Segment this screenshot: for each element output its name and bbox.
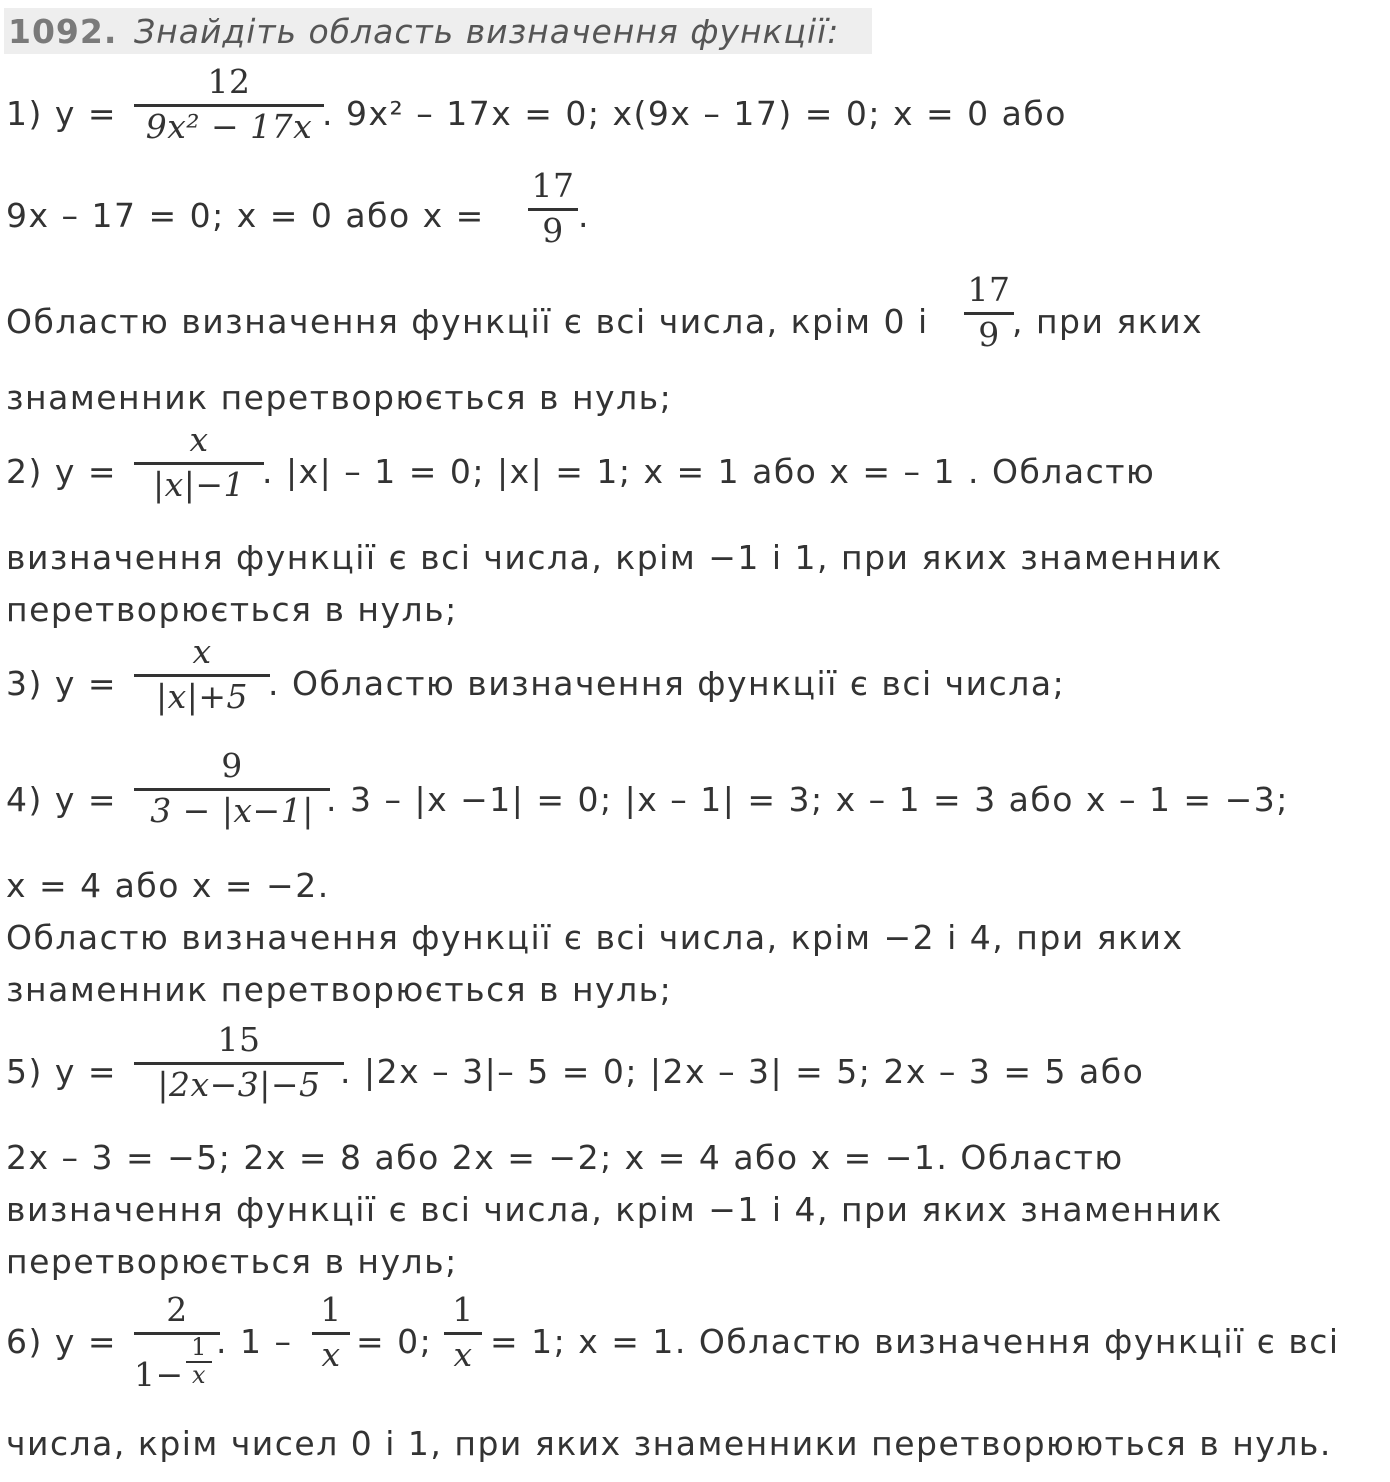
p1-line2-frac-num: 17 [531,166,575,205]
p5-rest: . |2x – 3|– 5 = 0; |2x – 3| = 5; 2x – 3 = 5 або [340,1052,1145,1091]
p1-line3-end: , при яких [1012,302,1204,341]
p6-frac-den-lead: 1− [134,1355,184,1394]
p3-frac-den: |x|+5 [156,677,248,716]
p6-mid1: . 1 – [216,1322,293,1361]
p6-f3-num: 1 [452,1290,474,1329]
p1-line3-frac-num: 17 [967,270,1011,309]
p4-line4: знаменник перетворюється в нуль; [6,970,673,1009]
p1-frac-num: 12 [207,62,251,101]
p5-line4: перетворюється в нуль; [6,1242,458,1281]
exercise-header [4,8,872,54]
p1-line3: Областю визначення функції є всі числа, крім 0 і [6,302,929,341]
p6-frac-num: 2 [166,1290,188,1329]
p5-frac-num: 15 [217,1020,261,1059]
p4-line2: x = 4 або x = −2. [6,866,330,905]
p2-frac-den: |x|−1 [153,465,245,504]
p1-line4: знаменник перетворюється в нуль; [6,378,673,417]
p6-inner-frac-num: 1 [191,1333,207,1361]
p6-f2-num: 1 [320,1290,342,1329]
p4-frac-den: 3 − |x−1| [150,791,314,830]
p1-prefix: 1) y = [6,94,118,133]
p6-fraction3 [444,1290,482,1375]
p5-line2: 2x – 3 = −5; 2x = 8 або 2x = −2; x = 4 або x = −1. Областю [6,1138,1124,1177]
p4-rest: . 3 – |x −1| = 0; |x – 1| = 3; x – 1 = 3 або x – 1 = −3; [326,780,1289,819]
p6-frac-den [134,1335,220,1395]
p6-f3-den: x [453,1335,473,1374]
p6-mid2: = 0; [356,1322,433,1361]
p6-inner-fraction [186,1335,212,1387]
p6-f2-den: x [321,1335,341,1374]
exercise-title: Знайдіть область визначення функції: [134,12,840,51]
p4-prefix: 4) y = [6,780,118,819]
p1-line2-end: . [578,196,590,235]
p6-fraction [134,1290,220,1395]
p6-fraction2 [312,1290,350,1375]
p3-frac-num: x [192,632,212,671]
p1-line2-frac-den: 9 [542,211,564,250]
p1-line3-fraction [964,270,1014,355]
p1-line1 [6,94,117,133]
p5-frac-den: |2x−3|−5 [157,1065,321,1104]
p1-line3-frac-den: 9 [978,315,1000,354]
p6-line2: числа, крім чисел 0 і 1, при яких знаменники перетворюються в нуль. [6,1424,1332,1463]
p2-prefix: 2) y = [6,452,118,491]
exercise-number: 1092. [8,12,118,51]
p6-inner-frac-den: x [191,1361,207,1389]
p1-frac-den: 9x² − 17x [145,107,313,146]
p4-frac-num: 9 [221,746,243,785]
p1-rest: . 9x² – 17x = 0; x(9x – 17) = 0; x = 0 або [322,94,1067,133]
p2-fraction [134,420,264,505]
p1-line2-fraction [528,166,578,251]
p4-line3: Областю визначення функції є всі числа, крім −2 і 4, при яких [6,918,1184,957]
p4-fraction [134,746,330,831]
p5-prefix: 5) y = [6,1052,118,1091]
p1-fraction [134,62,324,147]
p2-line3: перетворюється в нуль; [6,590,458,629]
p3-rest: . Областю визначення функції є всі числа; [268,664,1066,703]
p2-frac-num: x [189,420,209,459]
p3-fraction [134,632,270,717]
p5-fraction [134,1020,344,1105]
p5-line3: визначення функції є всі числа, крім −1 і 4, при яких знаменник [6,1190,1223,1229]
p2-line2: визначення функції є всі числа, крім −1 і 1, при яких знаменник [6,538,1223,577]
p2-rest: . |x| – 1 = 0; |x| = 1; x = 1 або x = – 1 . Областю [262,452,1156,491]
p6-prefix: 6) y = [6,1322,118,1361]
p6-rest: = 1; x = 1. Областю визначення функції є всі [490,1322,1340,1361]
p3-prefix: 3) y = [6,664,118,703]
p1-line2: 9x – 17 = 0; x = 0 або x = [6,196,485,235]
